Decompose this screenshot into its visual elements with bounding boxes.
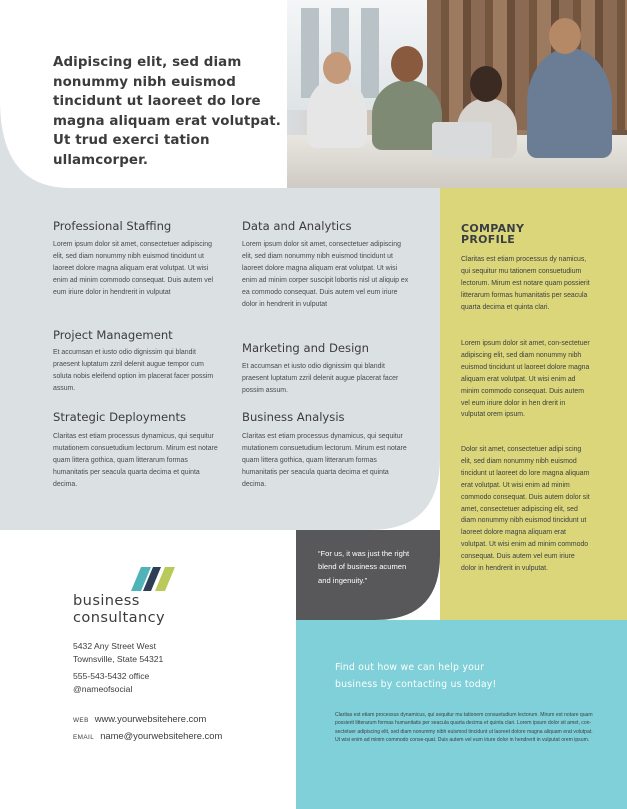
profile-title-line: COMPANY: [461, 222, 525, 235]
cta-heading-line: Find out how we can help your: [335, 662, 485, 673]
brand-name-line1: business: [73, 592, 140, 609]
profile-paragraph: Dolor sit amet, consectetuer adipi scing elit, sed diam nonummy nibh euismod tincidunt ut laoreet do lore magna aliquam erat volutpat. Ut wisi enim ad minim commodo consequat. Duis autem dolor sit amet, consectetuer adipiscing elit, sed diam nonummy nibh euismod tincidunt ut laoreet dolore magna aliquam erat volutpat. Ut wisi enim ad minim commodo consequat. Duis autem vel eum iriure dolor in hendrerit in vulputat.: [461, 446, 590, 573]
brand-name-line2: consultancy: [73, 609, 166, 626]
photo-person-head: [391, 46, 423, 82]
profile-paragraph: Claritas est etiam processus dy namicus, qui sequitur mu tationem consuetudium lectorum. Mirum est notare quam possierit litterarum formas humanitatis per seacula quarta decima et quinta clari.: [461, 256, 590, 311]
service-body: Et accumsan et iusto odio dignissim qui blandit praesent luptatum zzril delenit augue placerat facer possim assum.: [242, 363, 399, 395]
service-title: Strategic Deployments: [53, 410, 187, 424]
email-link[interactable]: name@yourwebsitehere.com: [100, 730, 223, 741]
photo-laptop: [432, 122, 492, 158]
photo-window: [301, 8, 319, 98]
profile-title-line: PROFILE: [461, 233, 516, 246]
cta-body: Claritas est etiam processus dynamicus, qui sequitur mu tationem consuetudium lectorum. Mirum est notare quam possierit litterarum formas humanitatis per seacula quarta decima et quinta clari. Lorem ipsum dolor sit amet, con-sectetuer adipiscing elit, sed diam nonummy nibh euismod tincidunt ut laoreet dolore magna aliquam erat volutpat. Ut wisi enim ad minim commodo conse-quat. Duis autem vel eum iriure dolor in hendrerit in vulputat orem ipsum.: [335, 712, 593, 743]
social-handle: @nameofsocial: [73, 684, 133, 694]
photo-person-head: [549, 18, 581, 54]
service-body: Lorem ipsum dolor sit amet, consectetuer adipiscing elit, sed diam nonummy nibh euismod tincidunt ut laoreet dolore magna aliquam erat volutpat. Ut wisi enim ad minim corper suscipit lobortis nisl ut aliquip ex ea commodo consequat. Duis autem vel eum iriure dolor in hendrerit in vulputat: [242, 241, 409, 309]
website-link[interactable]: www.yourwebsitehere.com: [94, 713, 207, 724]
service-title: Professional Staffing: [53, 219, 172, 233]
cta-heading-line: business by contacting us today!: [335, 679, 497, 691]
photo-person: [527, 48, 612, 158]
address-line1: 5432 Any Street West: [73, 641, 156, 651]
service-title: Data and Analytics: [242, 219, 352, 233]
email-row: [73, 730, 222, 744]
hero-headline: Adipiscing elit, sed diam nonummy nibh euismod tincidunt ut laoreet do lore magna aliquam erat volutpat. Ut trud exerci tation ullamcorper.: [53, 55, 281, 168]
service-body: Claritas est etiam processus dynamicus, qui sequitur mutationem consuetudium lectorum. Mirum est notare quam littera gothica, quam litterarum formas humanitatis per seacula quarta decima et quinta decima.: [53, 433, 218, 489]
photo-person-head: [470, 66, 502, 102]
service-title: Project Management: [53, 328, 173, 342]
profile-title: [461, 223, 601, 245]
team-meeting-photo: [287, 0, 627, 188]
photo-person: [307, 78, 367, 148]
photo-person-head: [323, 52, 351, 84]
cta-heading: [335, 659, 565, 694]
service-body: Lorem ipsum dolor sit amet, consectetuer adipiscing elit, sed diam nonummy nibh euismod tincidunt ut laoreet dolore magna aliquam erat volutpat. Ut wisi enim ad minim commodo consequat. Duis autem vel eum iriure dolor in hendrerit in vulputat: [53, 241, 214, 297]
service-title: Business Analysis: [242, 410, 345, 424]
brand-logo-icon: [131, 567, 175, 591]
photo-window: [361, 8, 379, 98]
profile-paragraph: Lorem ipsum dolor sit amet, con-sectetuer adipiscing elit, sed diam nonummy nibh euismod tincidunt ut laoreet dolore magna aliquam erat volutpat. Ut wisi enim ad minim commodo consequat. Duis autem vel eum iriure dolor in hen drerit in vulputat orem ipsum.: [461, 340, 590, 419]
service-title: Marketing and Design: [242, 341, 369, 355]
phone-number: 555-543-5432 office: [73, 671, 150, 681]
address-line2: Townsville, State 54321: [73, 654, 164, 664]
service-body: Claritas est etiam processus dynamicus, qui sequitur mutationem consuetudium lectorum. Mirum est notare quam littera gothica, quam litterarum formas humanitatis per seacula quarta decima et quinta decima.: [242, 433, 407, 489]
testimonial-quote: “For us, it was just the right blend of business acumen and ingenuity.”: [318, 549, 410, 585]
email-label: EMAIL: [73, 734, 95, 741]
website-row: [73, 713, 206, 727]
web-label: WEB: [73, 717, 89, 724]
service-body: Et accumsan et iusto odio dignissim qui blandit praesent luptatum zzril delenit augue tempor cum soluta nobis eleifend option im placerat facer possim assum.: [53, 349, 214, 393]
